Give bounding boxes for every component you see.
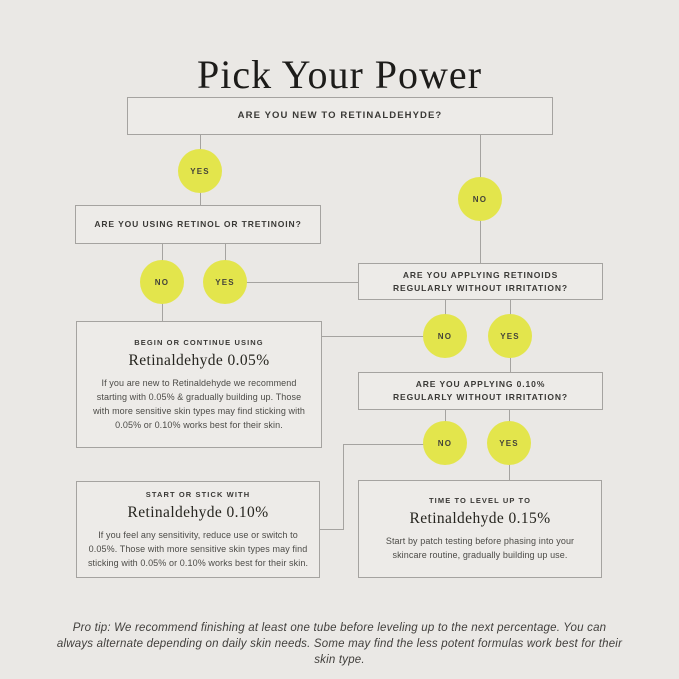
result-eyebrow: START OR STICK WITH	[145, 489, 251, 499]
connector-no-to-r2-drop	[343, 444, 344, 530]
question-text-line2: REGULARLY WITHOUT IRRITATION?	[393, 282, 568, 293]
answer-circle-no-retinoids	[423, 314, 467, 358]
result-description: If you are new to Retinaldehyde we recommend starting with 0.05% & gradually building up. Those with more sensitive skin types may find sticking with 0.05% or 0.10% works best for their skin.	[93, 377, 305, 430]
answer-label: NO	[437, 438, 453, 448]
question-text-line2: REGULARLY WITHOUT IRRITATION?	[393, 392, 568, 402]
answer-circle-no-010	[423, 421, 467, 465]
question-retinol-or-tretinoin	[75, 205, 321, 244]
result-description: If you feel any sensitivity, reduce use or switch to 0.05%. Those with more sensitive skin types may find sticking with 0.05% or 0.10% works best for their skin.	[87, 529, 309, 568]
page-title: Pick Your Power	[196, 51, 483, 97]
result-retinaldehyde-015	[358, 480, 602, 578]
answer-label: NO	[472, 194, 488, 204]
result-product-name: Retinaldehyde 0.15%	[409, 510, 551, 527]
result-retinaldehyde-010	[76, 481, 320, 578]
answer-label: YES	[190, 166, 210, 176]
answer-label: YES	[215, 277, 235, 287]
question-applying-010	[358, 372, 603, 410]
pro-tip: Pro tip: We recommend finishing at least one tube before leveling up to the next percentage. You can always alternate depending on daily skin needs. Some may find the less potent formulas work best for their skin type.	[56, 622, 623, 666]
answer-circle-yes-retinol	[203, 260, 247, 304]
result-product-name: Retinaldehyde 0.10%	[127, 503, 269, 521]
question-text: ARE YOU NEW TO RETINALDEHYDE?	[237, 109, 443, 121]
answer-label: NO	[437, 331, 453, 341]
answer-circle-yes-new	[178, 149, 222, 193]
question-text-line1: ARE YOU APPLYING 0.10%	[415, 379, 546, 390]
connector-no-to-r2-end	[320, 529, 344, 530]
answer-label: YES	[500, 331, 520, 341]
answer-label: YES	[499, 438, 519, 448]
answer-circle-yes-010	[487, 421, 531, 465]
answer-circle-no-retinol	[140, 260, 184, 304]
result-eyebrow: BEGIN OR CONTINUE USING	[134, 337, 264, 347]
answer-circle-yes-retinoids	[488, 314, 532, 358]
question-text-line1: ARE YOU APPLYING RETINOIDS	[402, 269, 559, 280]
answer-label: NO	[154, 277, 170, 287]
question-new-to-retinaldehyde	[127, 97, 553, 135]
question-text: ARE YOU USING RETINOL OR TRETINOIN?	[94, 219, 302, 230]
question-applying-retinoids	[358, 263, 603, 300]
result-description: Start by patch testing before phasing into your skincare routine, gradually building up use.	[385, 536, 575, 560]
result-product-name: Retinaldehyde 0.05%	[128, 351, 270, 369]
result-eyebrow: TIME TO LEVEL UP TO	[428, 496, 532, 505]
answer-circle-no-new	[458, 177, 502, 221]
result-retinaldehyde-005	[76, 321, 322, 448]
